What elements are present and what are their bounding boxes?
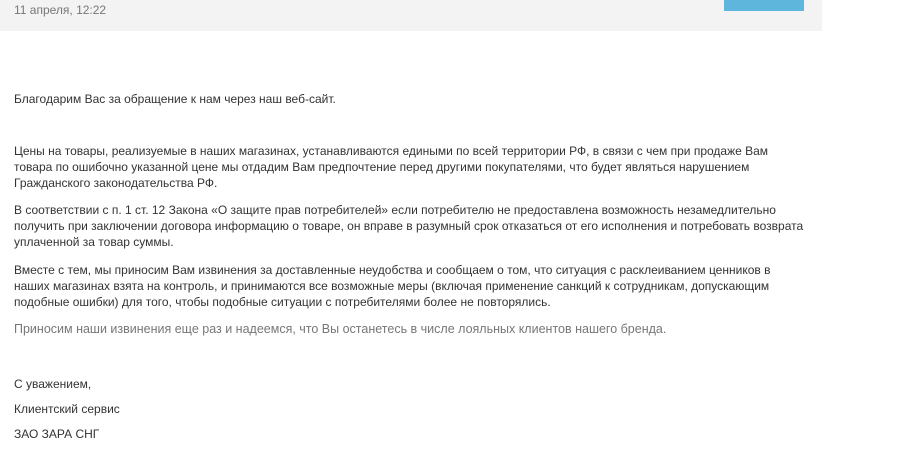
signature-company: ЗАО ЗАРА СНГ [14,427,100,441]
closing-text: С уважением, [14,377,92,391]
action-button[interactable] [724,0,804,11]
message-header [0,0,822,31]
paragraph-apology: Вместе с тем, мы приносим Вам извинения за доставленные неудобства и сообщаем о том, что ситуация с расклеиванием ценников в наших магазинах взята на контроль, и принимаются все возможные меры (включая применение санкций к сотрудникам, допускающим подобные ошибки) для того, чтобы подобные ситуации с потребителями более не повторялись. [14,263,771,309]
greeting-text: Благодарим Вас за обращение к нам через наш веб-сайт. [14,92,336,106]
paragraph-law: В соответствии с п. 1 ст. 12 Закона «О защите прав потребителей» если потребителю не предоставлена возможность незамедлительно получить при заключении договора информацию о товаре, он вправе в разумный срок отказаться от его исполнения и потребовать возврата уплаченной за товар суммы. [14,203,804,249]
paragraph-prices: Цены на товары, реализуемые в наших магазинах, устанавливаются едиными по всей территории РФ, в связи с чем при продаже Вам товара по ошибочно указанной цене мы отдадим Вам предпочтение перед другими покупателями, что будет являться нарушением Гражданского законодательства РФ. [14,144,769,190]
message-date: 11 апреля, 12:22 [14,3,107,17]
signature-department: Клиентский сервис [14,402,120,416]
apology-repeat: Приносим наши извинения еще раз и надеемся, что Вы останетесь в числе лояльных клиентов нашего бренда. [14,322,667,336]
